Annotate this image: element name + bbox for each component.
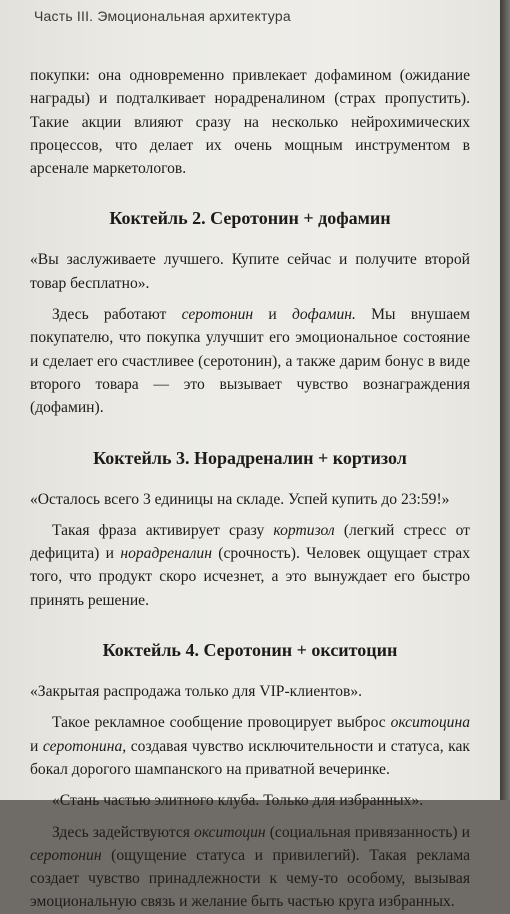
page-edge-shadow (500, 0, 510, 800)
ad-quote-5: «Стань частью элитного клуба. Только для избранных». (52, 792, 424, 810)
ad-quote-3: «Осталось всего 3 единицы на складе. Успей купить до 23:59!» (30, 490, 450, 508)
running-head: Часть III. Эмоциональная архитектура (34, 8, 291, 24)
heading-cocktail-3: Коктейль 3. Норадреналин + кортизол (93, 447, 407, 468)
heading-cocktail-2: Коктейль 2. Серотонин + дофамин (109, 208, 391, 229)
page-body (30, 64, 470, 914)
paragraph-cocktail-2: Здесь работают серотонин и дофамин. Мы внушаем покупателю, что покупка улучшит его эмоциональное состояние и сделает его счастливее (серотонин), а также дарим бонус в виде второго товара — это вызывает чувство вознаграждения (дофамин). (30, 306, 470, 417)
heading-cocktail-4: Коктейль 4. Серотонин + окситоцин (102, 640, 398, 661)
paragraph-cocktail-4: Такое рекламное сообщение провоцирует выброс окситоцина и серотонина, создавая чувство исключительности и статуса, как бокал дорогого шампанского на приватной вечеринке. (30, 714, 470, 778)
paragraph-cocktail-3: Такая фраза активирует сразу кортизол (легкий стресс от дефицита) и норадреналин (срочность). Человек ощущает страх того, что продукт скоро исчезнет, а это вынуждает его быстро принять решение. (30, 521, 470, 609)
ad-quote-2: «Вы заслуживаете лучшего. Купите сейчас и получите второй товар бесплатно». (30, 251, 470, 292)
ad-quote-4: «Закрытая распродажа только для VIP-клиентов». (30, 683, 363, 701)
paragraph-continued: покупки: она одновременно привлекает дофамином (ожидание награды) и подталкивает норадреналином (страх пропустить). Такие акции влияют сразу на несколько нейрохимических процессов, что делает их очень мощным инструментом в арсенале маркетологов. (30, 67, 470, 178)
paragraph-cocktail-4-b: Здесь задействуются окситоцин (социальная привязанность) и серотонин (ощущение статуса и привилегий). Такая реклама создает чувство принадлежности к чему-то особому, вызывая эмоциональную связь и желание быть частью круга избранных. (30, 823, 470, 911)
